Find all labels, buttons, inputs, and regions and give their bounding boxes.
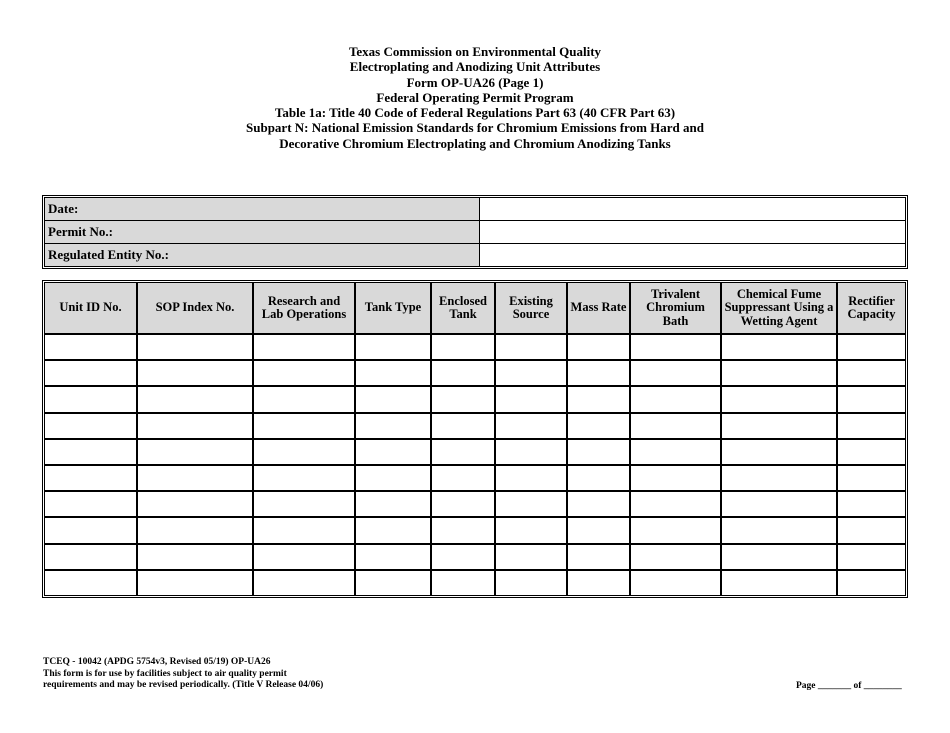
table-cell[interactable] bbox=[137, 544, 253, 570]
table-cell[interactable] bbox=[431, 386, 495, 412]
table-cell[interactable] bbox=[721, 439, 837, 465]
table-cell[interactable] bbox=[253, 413, 355, 439]
table-cell[interactable] bbox=[355, 517, 431, 543]
table-cell[interactable] bbox=[630, 334, 721, 360]
table-cell[interactable] bbox=[431, 570, 495, 595]
column-header: Existing Source bbox=[495, 283, 567, 334]
table-cell[interactable] bbox=[45, 334, 137, 360]
table-row bbox=[45, 334, 905, 360]
table-cell[interactable] bbox=[495, 544, 567, 570]
table-cell[interactable] bbox=[355, 491, 431, 517]
info-row-permit bbox=[45, 221, 905, 244]
table-cell[interactable] bbox=[137, 413, 253, 439]
table-cell[interactable] bbox=[431, 491, 495, 517]
table-header-row bbox=[45, 283, 905, 334]
table-cell[interactable] bbox=[253, 570, 355, 595]
table-cell[interactable] bbox=[837, 334, 905, 360]
table-cell[interactable] bbox=[355, 334, 431, 360]
column-header: Trivalent Chromium Bath bbox=[630, 283, 721, 334]
permit-no-label: Permit No.: bbox=[45, 221, 480, 244]
table-cell[interactable] bbox=[837, 360, 905, 386]
table-cell[interactable] bbox=[45, 439, 137, 465]
table-cell[interactable] bbox=[45, 544, 137, 570]
table-cell[interactable] bbox=[45, 465, 137, 491]
table-cell[interactable] bbox=[495, 465, 567, 491]
table-cell[interactable] bbox=[355, 413, 431, 439]
table-row bbox=[45, 360, 905, 386]
table-cell[interactable] bbox=[253, 360, 355, 386]
table-cell[interactable] bbox=[137, 360, 253, 386]
table-cell[interactable] bbox=[253, 465, 355, 491]
table-cell[interactable] bbox=[431, 413, 495, 439]
footer-note-1: This form is for use by facilities subject to air quality permit bbox=[43, 668, 287, 679]
table-cell[interactable] bbox=[253, 439, 355, 465]
table-cell[interactable] bbox=[355, 386, 431, 412]
info-row-entity bbox=[45, 244, 905, 267]
column-header: Rectifier Capacity bbox=[837, 283, 905, 334]
table-row bbox=[45, 544, 905, 570]
table-cell[interactable] bbox=[837, 544, 905, 570]
table-cell[interactable] bbox=[355, 465, 431, 491]
table-cell[interactable] bbox=[721, 334, 837, 360]
table-cell[interactable] bbox=[837, 517, 905, 543]
table-cell[interactable] bbox=[253, 517, 355, 543]
table-cell[interactable] bbox=[837, 439, 905, 465]
table-cell[interactable] bbox=[495, 386, 567, 412]
column-header: SOP Index No. bbox=[137, 283, 253, 334]
date-field[interactable] bbox=[480, 198, 906, 221]
table-cell[interactable] bbox=[567, 517, 630, 543]
regulated-entity-label: Regulated Entity No.: bbox=[45, 244, 480, 267]
table-cell[interactable] bbox=[630, 360, 721, 386]
regulated-entity-field[interactable] bbox=[480, 244, 906, 267]
table-row bbox=[45, 517, 905, 543]
table-cell[interactable] bbox=[355, 544, 431, 570]
form-footer bbox=[43, 657, 323, 692]
subpart-line-2: Decorative Chromium Electroplating and Chromium Anodizing Tanks bbox=[279, 135, 671, 151]
table-cell[interactable] bbox=[45, 517, 137, 543]
page-number-field[interactable]: Page _______ of ________ bbox=[796, 681, 902, 691]
table-cell[interactable] bbox=[630, 570, 721, 595]
table-row bbox=[45, 491, 905, 517]
table-cell[interactable] bbox=[567, 439, 630, 465]
table-cell[interactable] bbox=[495, 439, 567, 465]
column-header: Enclosed Tank bbox=[431, 283, 495, 334]
footer-note-2: requirements and may be revised periodically. (Title V Release 04/06) bbox=[43, 680, 324, 690]
table-cell[interactable] bbox=[721, 413, 837, 439]
column-header: Research and Lab Operations bbox=[253, 283, 355, 334]
table-cell[interactable] bbox=[567, 360, 630, 386]
table-cell[interactable] bbox=[721, 386, 837, 412]
form-number: TCEQ - 10042 (APDG 5754v3, Revised 05/19) OP-UA26 bbox=[43, 657, 271, 667]
table-cell[interactable] bbox=[137, 465, 253, 491]
table-row bbox=[45, 386, 905, 412]
table-cell[interactable] bbox=[431, 360, 495, 386]
table-cell[interactable] bbox=[495, 517, 567, 543]
table-cell[interactable] bbox=[837, 570, 905, 595]
column-header: Chemical Fume Suppressant Using a Wetting Agent bbox=[721, 283, 837, 334]
table-title: Table 1a: Title 40 Code of Federal Regulations Part 63 (40 CFR Part 63) bbox=[274, 105, 676, 121]
table-cell[interactable] bbox=[630, 413, 721, 439]
agency-title: Texas Commission on Environmental Quality bbox=[348, 44, 602, 59]
table-cell[interactable] bbox=[431, 517, 495, 543]
table-cell[interactable] bbox=[253, 334, 355, 360]
table-cell[interactable] bbox=[45, 413, 137, 439]
table-cell[interactable] bbox=[721, 465, 837, 491]
table-cell[interactable] bbox=[567, 465, 630, 491]
table-cell[interactable] bbox=[630, 465, 721, 491]
table-cell[interactable] bbox=[45, 386, 137, 412]
unit-attributes-table bbox=[42, 280, 908, 598]
info-row-date bbox=[45, 198, 905, 221]
table-cell[interactable] bbox=[45, 570, 137, 595]
table-cell[interactable] bbox=[137, 491, 253, 517]
table-cell[interactable] bbox=[567, 386, 630, 412]
table-cell[interactable] bbox=[45, 360, 137, 386]
table-cell[interactable] bbox=[495, 334, 567, 360]
table-cell[interactable] bbox=[45, 491, 137, 517]
permit-info-table bbox=[42, 195, 908, 269]
date-label: Date: bbox=[45, 198, 480, 221]
table-cell[interactable] bbox=[837, 491, 905, 517]
column-header: Tank Type bbox=[355, 283, 431, 334]
table-cell[interactable] bbox=[721, 491, 837, 517]
table-cell[interactable] bbox=[137, 570, 253, 595]
table-cell[interactable] bbox=[495, 570, 567, 595]
table-cell[interactable] bbox=[253, 386, 355, 412]
table-cell[interactable] bbox=[837, 465, 905, 491]
table-cell[interactable] bbox=[355, 439, 431, 465]
table-cell[interactable] bbox=[431, 465, 495, 491]
permit-no-field[interactable] bbox=[480, 221, 906, 244]
table-cell[interactable] bbox=[837, 413, 905, 439]
table-cell[interactable] bbox=[137, 386, 253, 412]
table-cell[interactable] bbox=[253, 544, 355, 570]
table-cell[interactable] bbox=[431, 439, 495, 465]
table-cell[interactable] bbox=[721, 517, 837, 543]
table-cell[interactable] bbox=[431, 334, 495, 360]
table-cell[interactable] bbox=[567, 413, 630, 439]
table-cell[interactable] bbox=[630, 517, 721, 543]
subpart-line-1: Subpart N: National Emission Standards for Chromium Emissions from Hard and bbox=[246, 120, 704, 136]
table-cell[interactable] bbox=[431, 544, 495, 570]
table-cell[interactable] bbox=[137, 517, 253, 543]
table-cell[interactable] bbox=[567, 570, 630, 595]
form-header bbox=[0, 44, 950, 151]
table-cell[interactable] bbox=[837, 386, 905, 412]
table-cell[interactable] bbox=[495, 413, 567, 439]
table-cell[interactable] bbox=[567, 334, 630, 360]
column-header: Mass Rate bbox=[567, 283, 630, 334]
table-cell[interactable] bbox=[721, 544, 837, 570]
table-row bbox=[45, 570, 905, 595]
table-cell[interactable] bbox=[137, 334, 253, 360]
table-row bbox=[45, 465, 905, 491]
table-cell[interactable] bbox=[495, 360, 567, 386]
table-cell[interactable] bbox=[630, 491, 721, 517]
table-cell[interactable] bbox=[355, 570, 431, 595]
table-cell[interactable] bbox=[630, 386, 721, 412]
table-cell[interactable] bbox=[567, 544, 630, 570]
column-header: Unit ID No. bbox=[45, 283, 137, 334]
table-row bbox=[45, 413, 905, 439]
table-row bbox=[45, 439, 905, 465]
table-cell[interactable] bbox=[721, 360, 837, 386]
table-cell[interactable] bbox=[355, 360, 431, 386]
table-cell[interactable] bbox=[137, 439, 253, 465]
table-cell[interactable] bbox=[495, 491, 567, 517]
table-cell[interactable] bbox=[567, 491, 630, 517]
table-cell[interactable] bbox=[630, 544, 721, 570]
table-cell[interactable] bbox=[721, 570, 837, 595]
table-cell[interactable] bbox=[630, 439, 721, 465]
program-title: Federal Operating Permit Program bbox=[376, 89, 574, 105]
form-title: Electroplating and Anodizing Unit Attributes bbox=[349, 59, 601, 75]
table-cell[interactable] bbox=[253, 491, 355, 517]
form-id: Form OP-UA26 (Page 1) bbox=[406, 74, 544, 90]
